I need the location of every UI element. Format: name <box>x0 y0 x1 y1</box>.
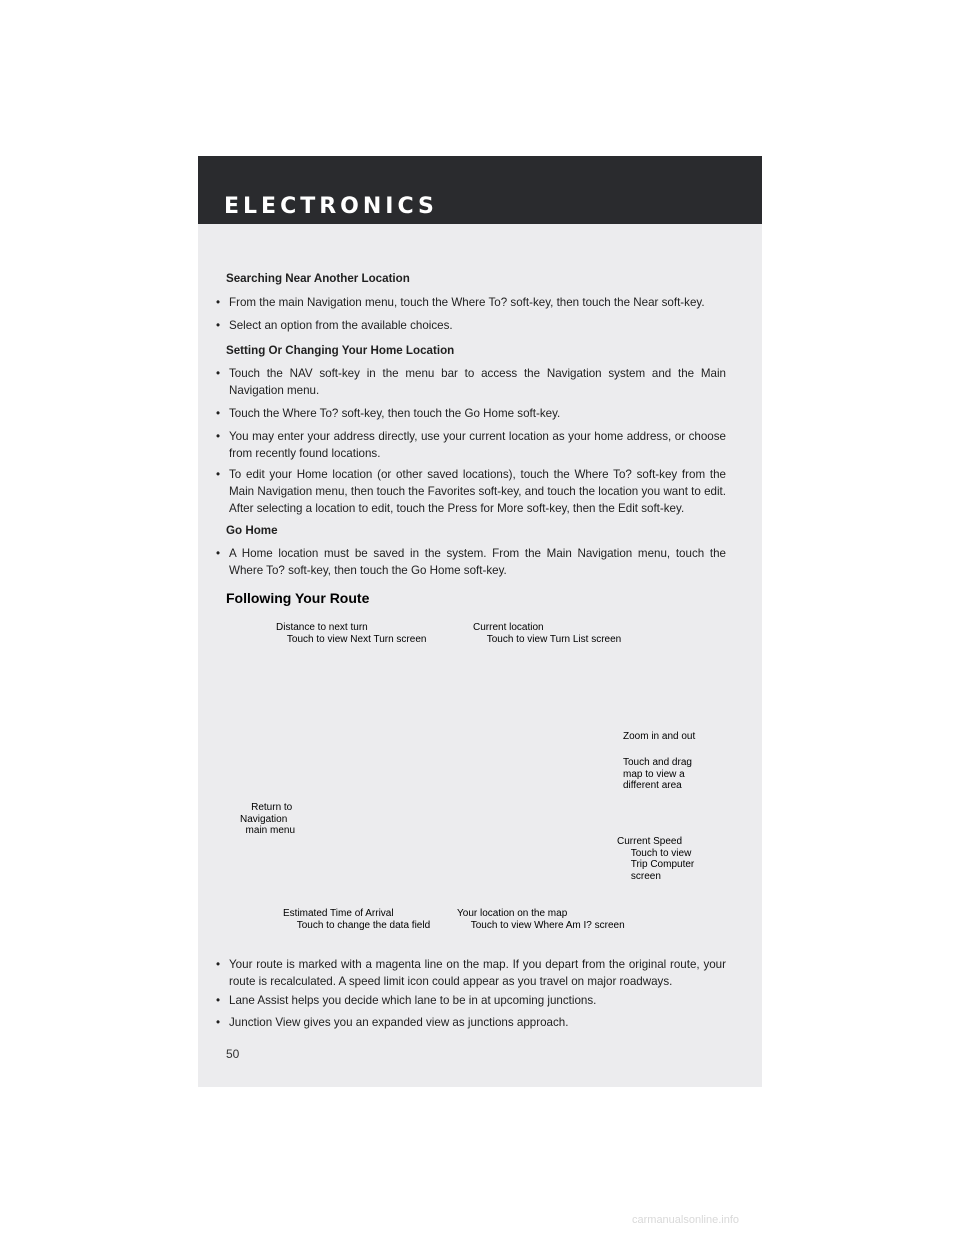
bullet-item: • Lane Assist helps you decide which lane to be in at upcoming junctions. <box>216 994 597 1007</box>
callout-your-location: Your location on the map Touch to view Where Am I? screen <box>457 908 625 931</box>
callout-distance-next-turn: Distance to next turn Touch to view Next Turn screen <box>276 622 427 645</box>
heading-searching-near: Searching Near Another Location <box>226 272 410 285</box>
section-title: ELECTRONICS <box>224 194 438 219</box>
callout-drag-map: Touch and drag map to view a different area <box>623 757 692 791</box>
bullet-icon: • <box>216 319 221 332</box>
bullet-item: • A Home location must be saved in the system. From the Main Navigation menu, touch the Where To? soft-key, then touch the Go Home soft-key. <box>216 547 726 577</box>
bullet-item: • To edit your Home location (or other saved locations), touch the Where To? soft-key from the Main Navigation menu, then touch the Favorites soft-key, and touch the location you want to edit. After selecting a location to edit, touch the Press for More soft-key, then the Edit soft-key. <box>216 468 726 515</box>
page-content <box>198 156 762 1087</box>
bullet-item: • Your route is marked with a magenta line on the map. If you depart from the original route, your route is recalculated. A speed limit icon could appear as you travel on major roadways. <box>216 958 726 988</box>
heading-home-location: Setting Or Changing Your Home Location <box>226 344 455 357</box>
bullet-icon: • <box>216 407 221 420</box>
bullet-icon: • <box>216 958 221 971</box>
bullet-icon: • <box>216 468 221 481</box>
callout-eta: Estimated Time of Arrival Touch to change the data field <box>283 908 431 931</box>
bullet-item: • You may enter your address directly, use your current location as your home address, or choose from recently found locations. <box>216 430 726 460</box>
bullet-icon: • <box>216 430 221 443</box>
bullet-item: • Touch the NAV soft-key in the menu bar to access the Navigation system and the Main Navigation menu. <box>216 367 726 397</box>
bullet-icon: • <box>216 296 221 309</box>
watermark-footer: carmanualsonline.info <box>632 1214 740 1226</box>
manual-page <box>198 156 762 1087</box>
bullet-icon: • <box>216 994 221 1007</box>
heading-following-route: Following Your Route <box>226 590 370 606</box>
bullet-item: • Touch the Where To? soft-key, then touch the Go Home soft-key. <box>216 407 561 420</box>
callout-return-nav: Return to Navigation main menu <box>240 802 296 836</box>
bullet-icon: • <box>216 547 221 560</box>
callout-zoom: Zoom in and out <box>623 731 696 742</box>
heading-go-home: Go Home <box>226 524 278 537</box>
bullet-icon: • <box>216 1016 221 1029</box>
bullet-item: • Select an option from the available choices. <box>216 319 453 332</box>
bullet-item: • Junction View gives you an expanded view as junctions approach. <box>216 1016 569 1029</box>
bullet-icon: • <box>216 367 221 380</box>
page-number: 50 <box>226 1047 240 1061</box>
bullet-item: • From the main Navigation menu, touch the Where To? soft-key, then touch the Near soft-key. <box>216 296 705 309</box>
callout-current-speed: Current Speed Touch to view Trip Computer screen <box>617 836 695 882</box>
callout-current-location: Current location Touch to view Turn List screen <box>473 622 622 645</box>
